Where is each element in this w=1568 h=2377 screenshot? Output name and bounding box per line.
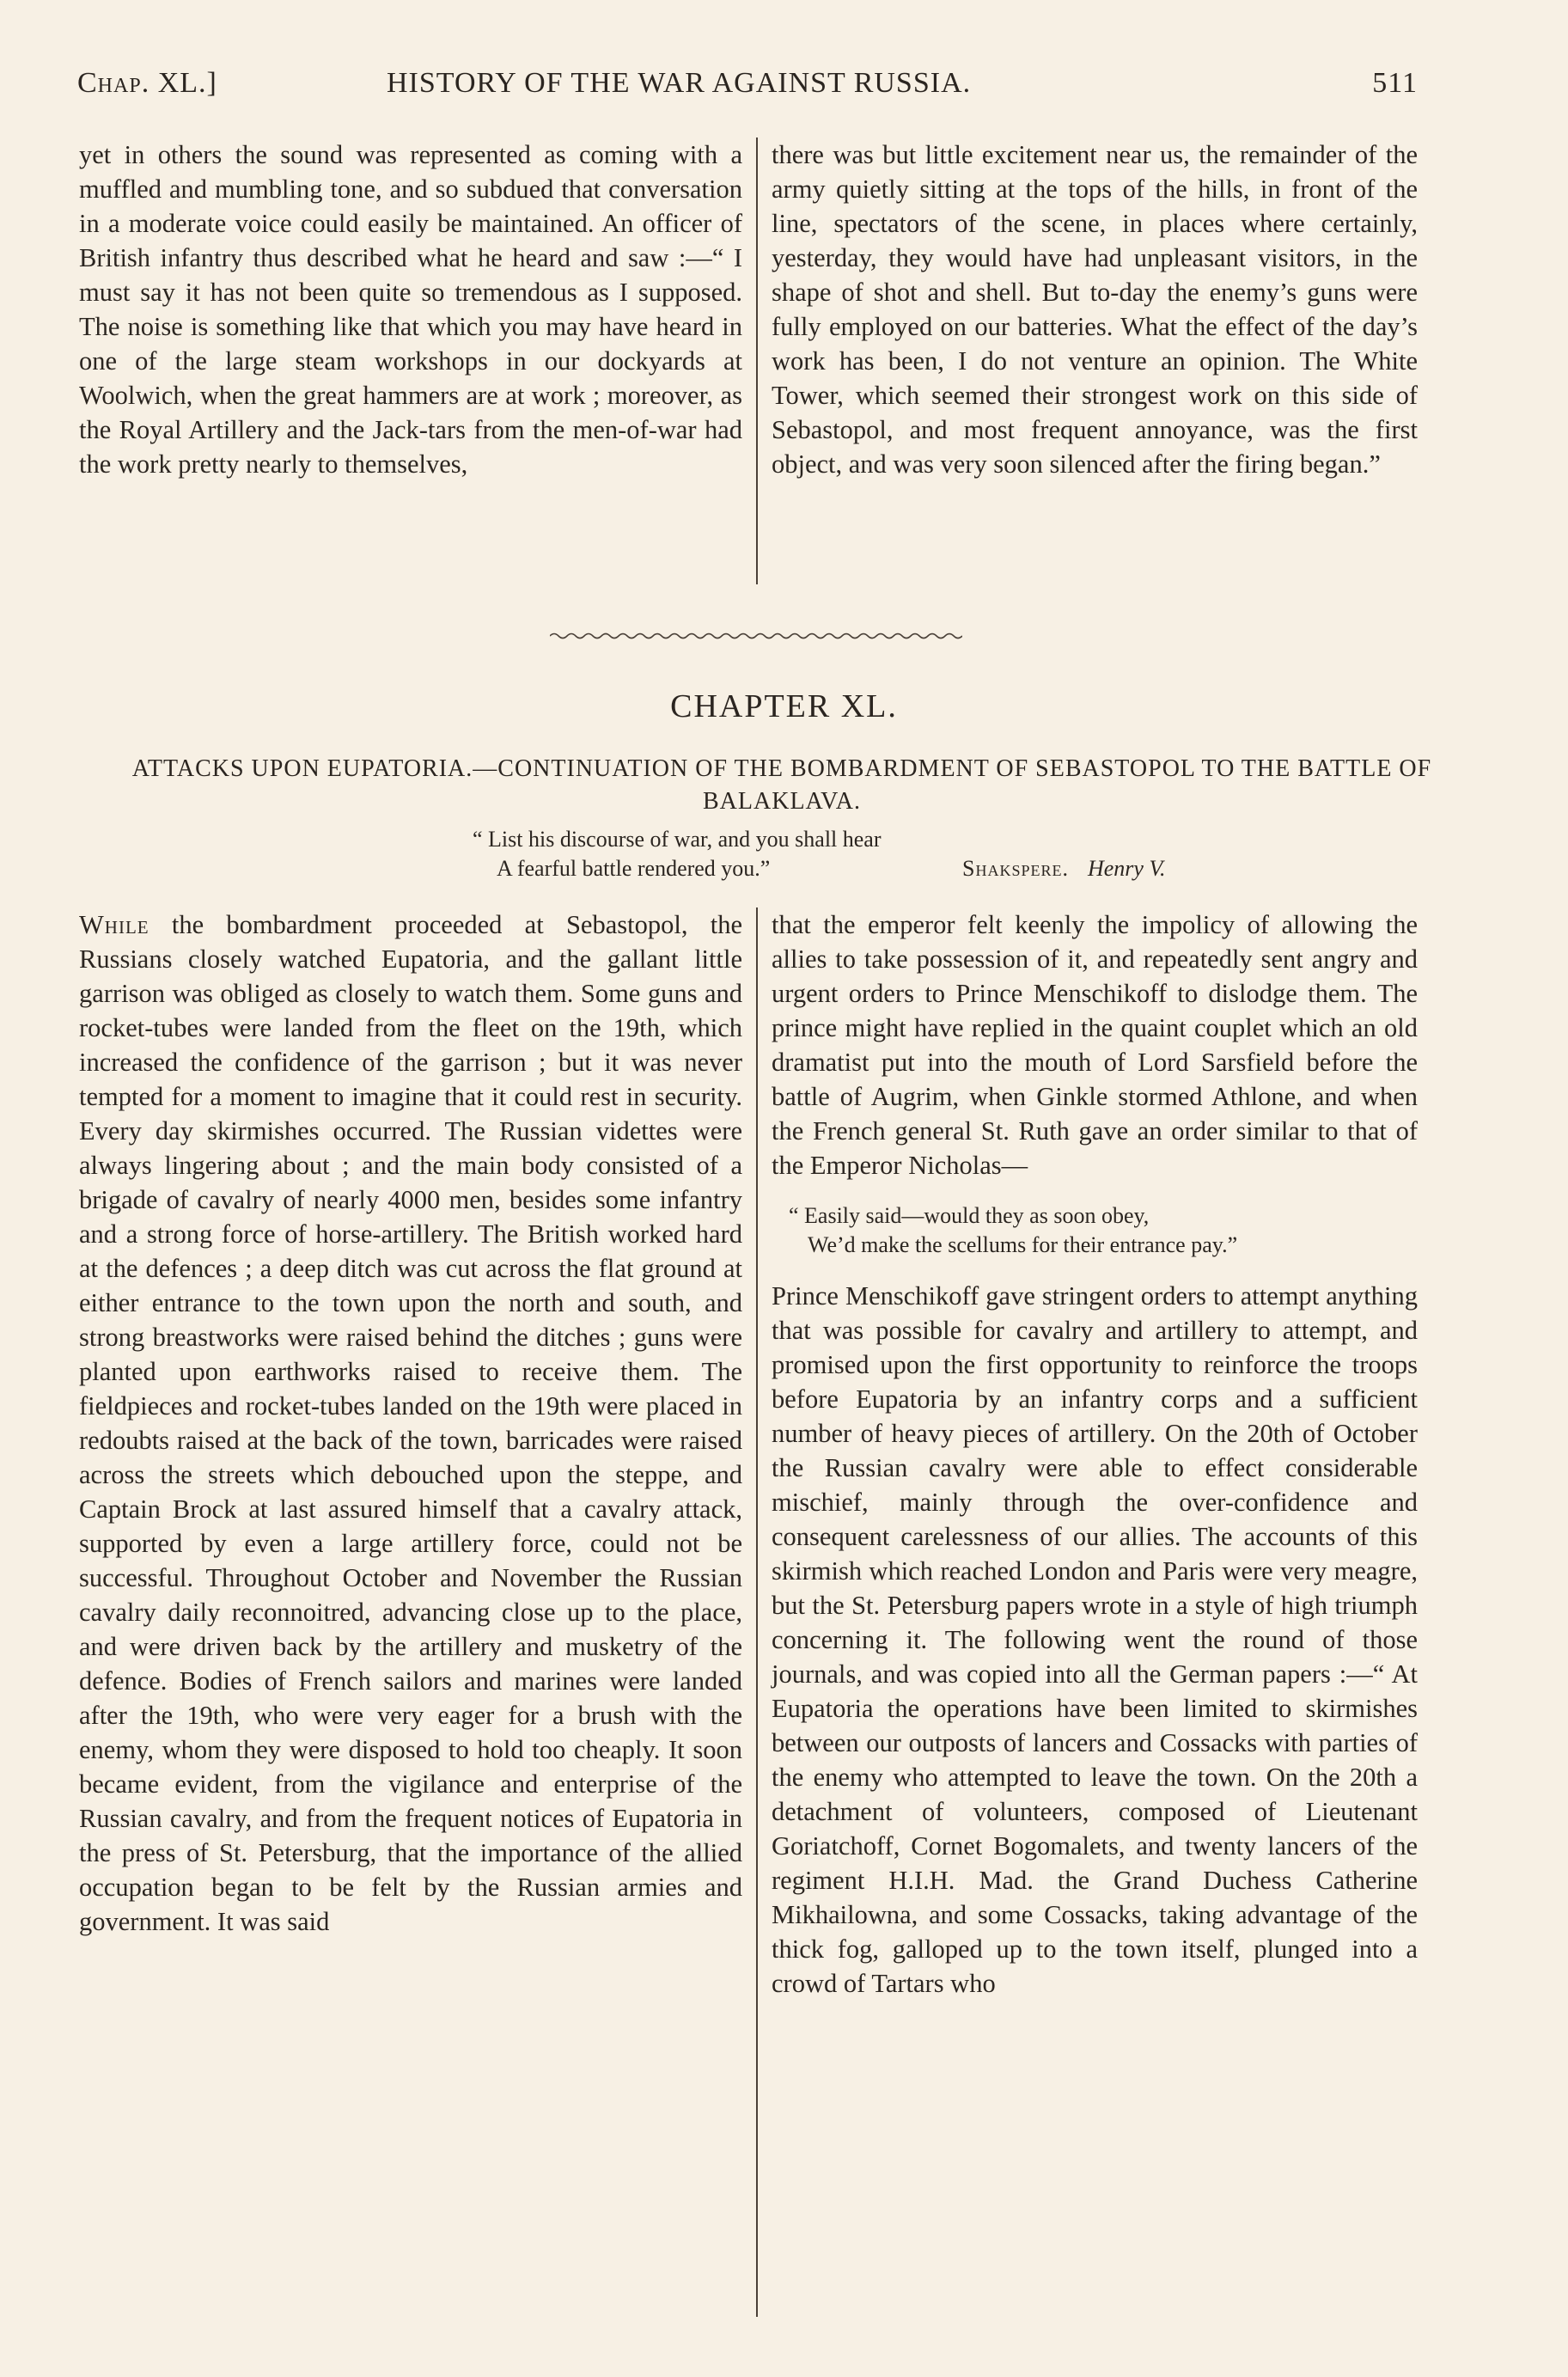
page-number: 511 bbox=[1372, 67, 1418, 99]
epigraph-author: Shakspere. bbox=[962, 856, 1069, 881]
top-left-paragraph: yet in others the sound was represented as coming with a muffled and mumbling tone, and so subdued that conversation in a moderate voice could easily be maintained. An officer of British infantry thus described what he heard and saw :—“ I must say it has not been quite so tremendous as I supposed. The noise is something like that which you may have heard in one of the large steam workshops in our dockyards at Woolwich, when the great hammers are at work ; moreover, as the Royal Artillery and the Jack-tars from the men-of-war had the work pretty nearly to themselves, bbox=[79, 140, 742, 479]
epigraph-work: Henry V. bbox=[1087, 856, 1166, 881]
verse-quote bbox=[789, 1201, 1418, 1260]
chapter-heading: CHAPTER XL. bbox=[670, 688, 898, 724]
main-right-paragraph-1: that the emperor felt keenly the impolicy of allowing the allies to take possession of it, and repeatedly sent angry and urgent orders to Prince Menschikoff to dislodge them. The prince might have replied in the quaint couplet which an old dramatist put into the mouth of Lord Sarsfield before the battle of Augrim, when Ginkle stormed Athlone, and when the French general St. Ruth gave an order similar to that of the Emperor Nicholas— bbox=[772, 910, 1418, 1180]
book-title: HISTORY OF THE WAR AGAINST RUSSIA. bbox=[387, 67, 972, 99]
column-divider-top bbox=[756, 137, 758, 584]
verse-line-1: “ Easily said—would they as soon obey, bbox=[789, 1203, 1150, 1228]
epigraph-line-1: “ List his discourse of war, and you shall hear bbox=[473, 827, 882, 852]
column-divider-main bbox=[756, 907, 758, 2317]
main-right-paragraph-2: Prince Menschikoff gave stringent orders to attempt anything that was possible for cavalry and artillery to attempt, and promised upon the first opportunity to reinforce the troops before Eupatoria by an infantry corps and a sufficient number of heavy pieces of artillery. On the 20th of October the Russian cavalry were able to effect considerable mischief, mainly through the over-confidence and consequent carelessness of our allies. The accounts of this skirmish which reached London and Paris were very meagre, but the St. Petersburg papers wrote in a style of high triumph concerning it. The following went the round of those journals, and was copied into all the German papers :—“ At Eupatoria the operations have been limited to skirmishes between our outposts of lancers and Cossacks with parties of the enemy who attempted to leave the town. On the 20th a detachment of volunteers, composed of Lieutenant Goriatchoff, Cornet Bogomalets, and twenty lancers of the regiment H.I.H. Mad. the Grand Duchess Catherine Mikhailowna, and some Cossacks, taking advantage of the thick fog, galloped up to the town itself, plunged into a crowd of Tartars who bbox=[772, 1281, 1418, 1998]
epigraph bbox=[455, 825, 1280, 883]
chapter-subtitle: ATTACKS UPON EUPATORIA.—CONTINUATION OF THE BOMBARDMENT OF SEBASTOPOL TO THE BATTLE OF BALAKLAVA. bbox=[131, 755, 1432, 815]
top-right-column bbox=[772, 137, 1418, 481]
epigraph-line-2: A fearful battle rendered you.” bbox=[497, 856, 771, 881]
main-left-column bbox=[79, 907, 742, 1939]
opening-word: While bbox=[79, 910, 149, 939]
verse-line-2: We’d make the scellums for their entrance pay.” bbox=[808, 1232, 1238, 1257]
ornamental-rule bbox=[550, 631, 962, 641]
top-left-column bbox=[79, 137, 742, 481]
main-left-text: the bombardment proceeded at Sebastopol, the Russians closely watched Eupatoria, and the gallant little garrison was obliged as closely to watch them. Some guns and rocket-tubes were landed from the fleet on the 19th, which increased the confidence of the garrison ; but it was never tempted for a moment to imagine that it could rest in security. Every day skirmishes occurred. The Russian videttes were always lingering about ; and the main body consisted of a brigade of cavalry of nearly 4000 men, besides some infantry and a strong force of horse-artillery. The British worked hard at the defences ; a deep ditch was cut across the flat ground at either entrance to the town upon the north and south, and strong breastworks were raised behind the ditches ; guns were planted upon earthworks raised to receive them. The fieldpieces and rocket-tubes landed on the 19th were placed in redoubts raised at the back of the town, barricades were raised across the streets which debouched upon the steppe, and Captain Brock at last assured himself that a cavalry attack, supported by even a large artillery force, could not be successful. Throughout October and November the Russian cavalry daily reconnoitred, advancing close up to the place, and were driven back by the artillery and musketry of the defence. Bodies of French sailors and marines were landed after the 19th, who were very eager for a brush with the enemy, whom they were disposed to hold too cheaply. It soon became evident, from the vigilance and enterprise of the Russian cavalry, and from the frequent notices of Eupatoria in the press of St. Petersburg, that the importance of the allied occupation began to be felt by the Russian armies and government. It was said bbox=[79, 910, 742, 1936]
main-left-paragraph bbox=[79, 907, 742, 1939]
main-right-column bbox=[772, 907, 1418, 2001]
top-right-paragraph: there was but little excitement near us, the remainder of the army quietly sitting at the tops of the hills, in front of the line, spectators of the scene, in places where certainly, yesterday, they would have had unpleasant visitors, in the shape of shot and shell. But to-day the enemy’s guns were fully employed on our batteries. What the effect of the day’s work has been, I do not venture an opinion. The White Tower, which seemed their strongest work on this side of Sebastopol, and most frequent annoyance, was the first object, and was very soon silenced after the firing began.” bbox=[772, 140, 1418, 479]
running-head bbox=[77, 67, 1418, 115]
epigraph-attribution bbox=[962, 854, 1166, 883]
chapter-reference: Chap. XL.] bbox=[77, 67, 217, 99]
